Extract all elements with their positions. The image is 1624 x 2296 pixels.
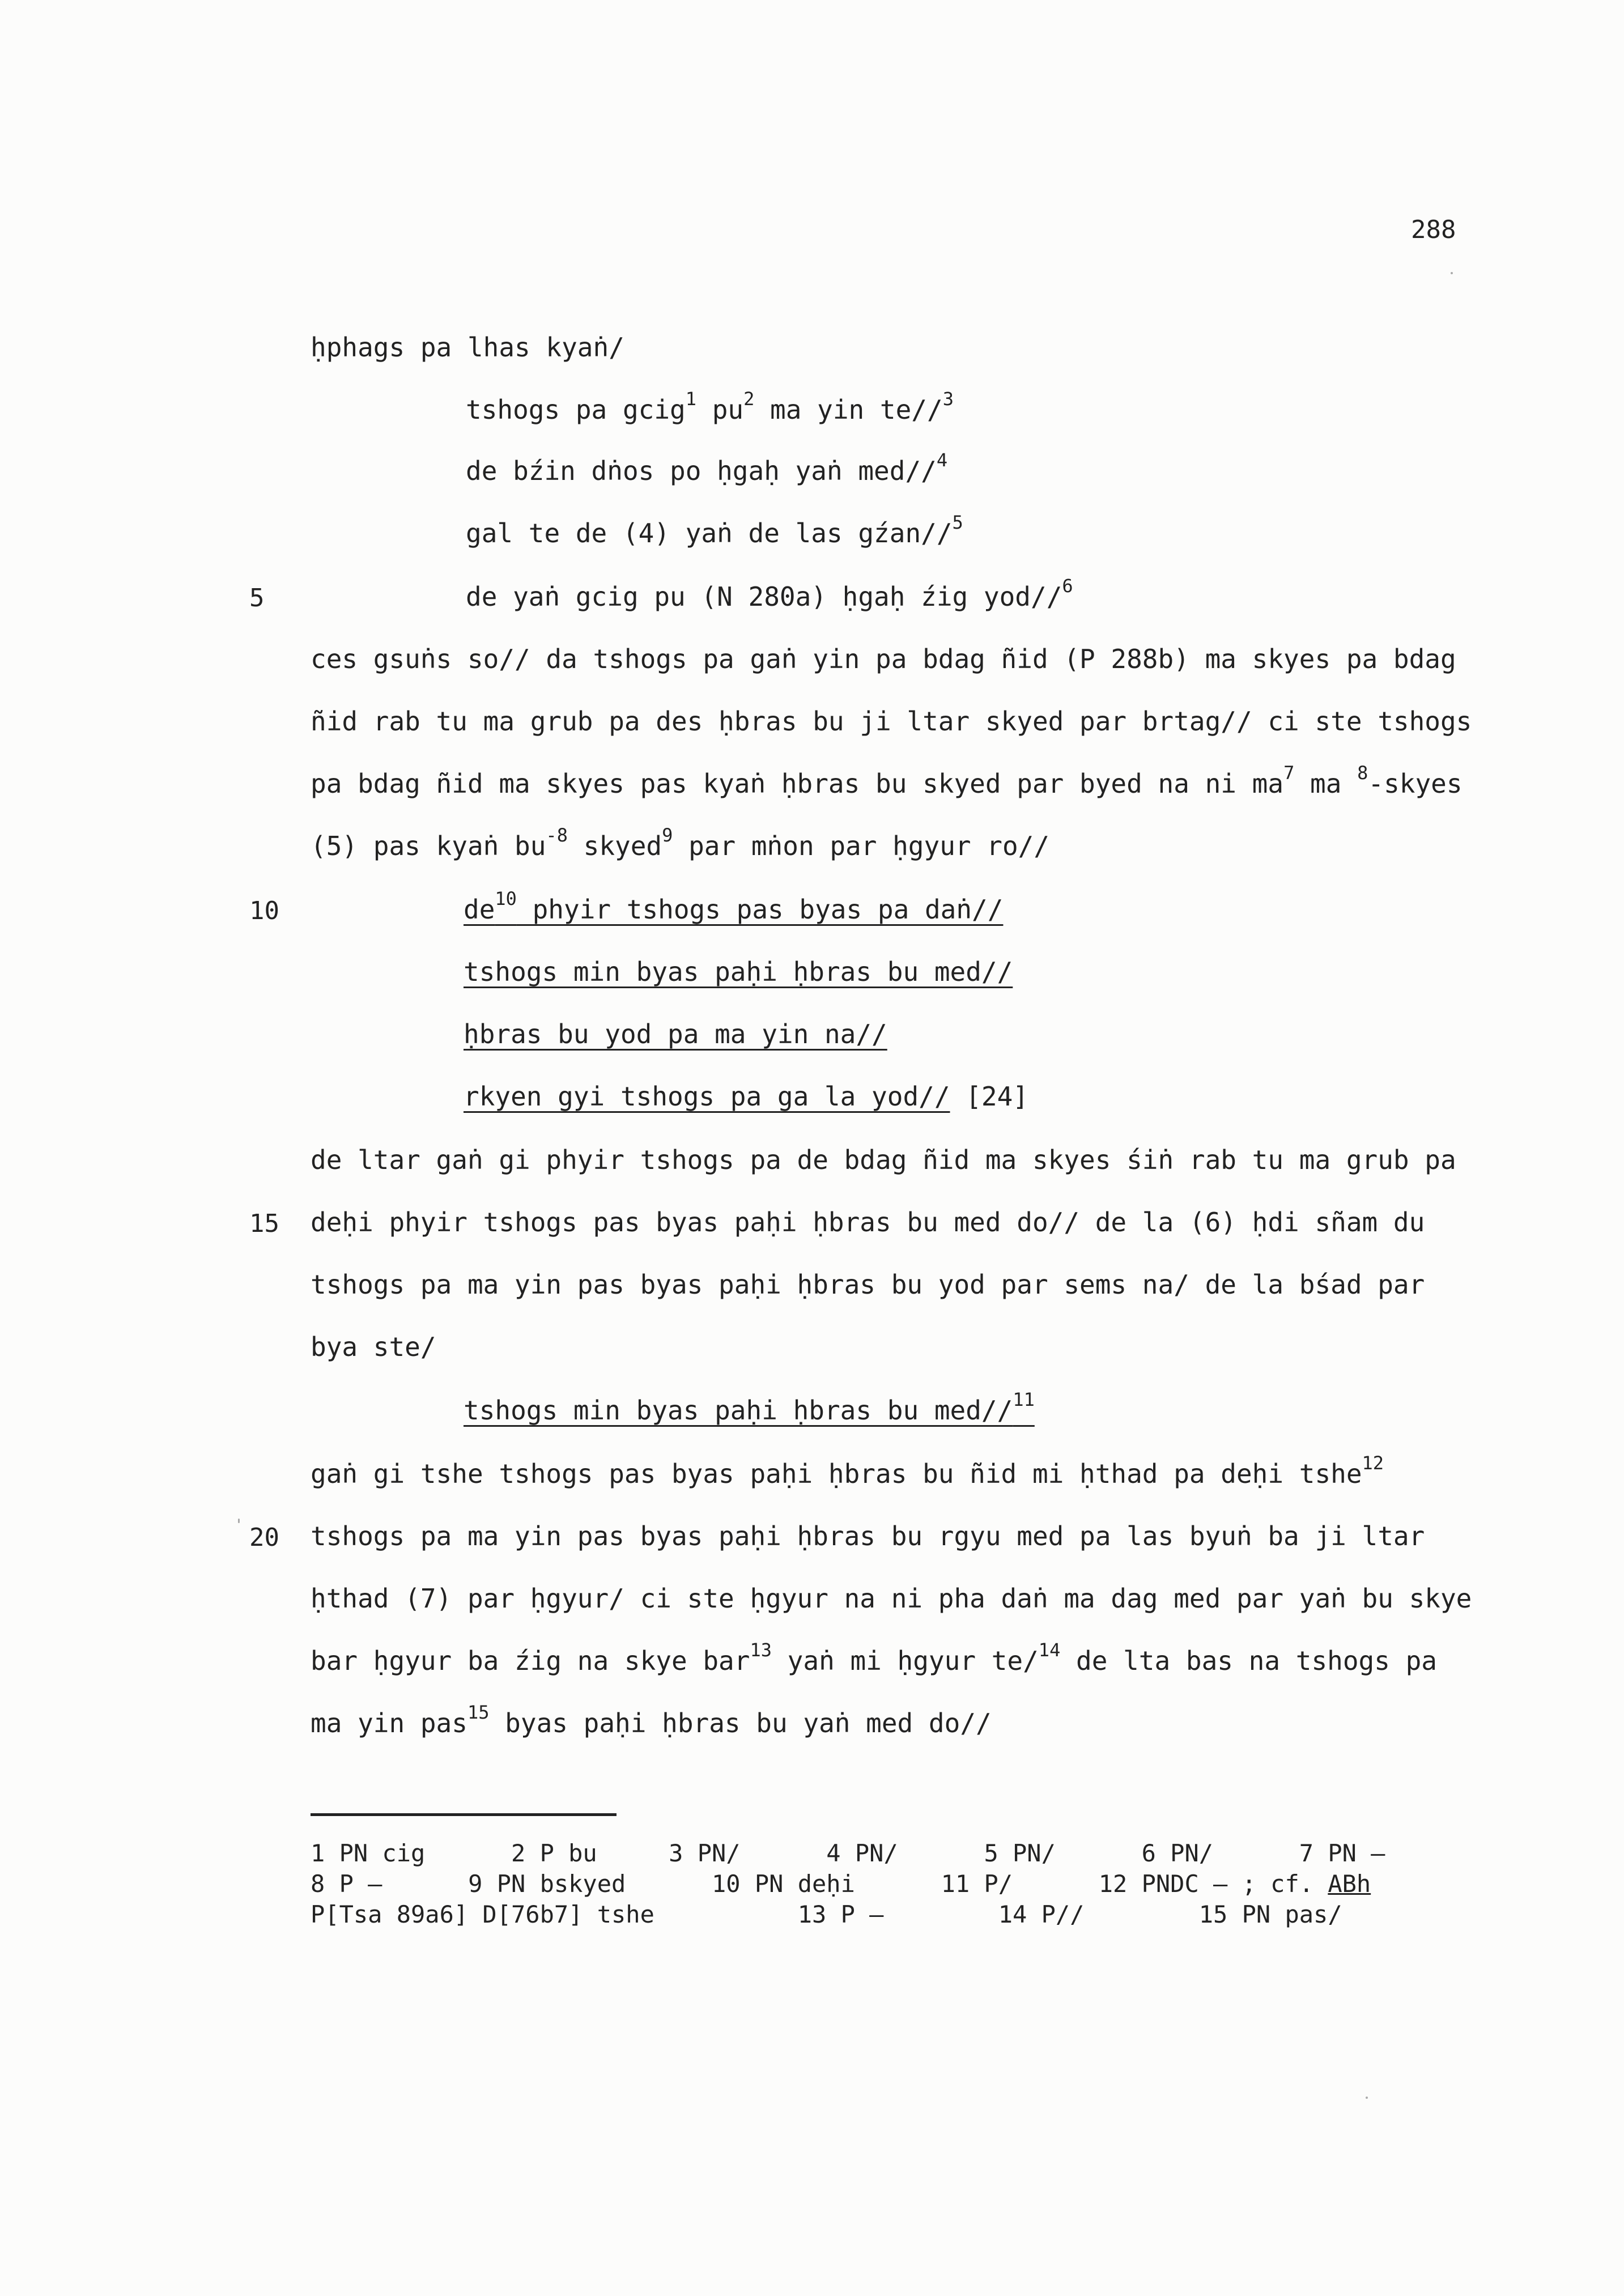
verse-line: gal te de (4) yaṅ de las gźan//$^5$: [466, 512, 963, 549]
prose-line: ces gsuṅs so// da tshogs pa gaṅ yin pa bdag ñid (P 288b) ma skyes pa bdag: [311, 644, 1456, 674]
line-number: 20: [249, 1523, 279, 1552]
footnote-marker: 2: [743, 388, 755, 410]
scan-speck: [1451, 272, 1453, 274]
footnote-line: 1 PN cig 2 P bu 3 PN/ 4 PN/ 5 PN/ 6 PN/ 7 PN —: [311, 1839, 1385, 1867]
verse-line: de bźin dṅos po ḥgaḥ yaṅ med//$^4$: [466, 449, 948, 486]
scan-speck: [1366, 2097, 1368, 2099]
prose-line: bar ḥgyur ba źig na skye bar$^{13}$ yaṅ mi ḥgyur te/$^{14}$ de lta bas na tshogs pa: [311, 1639, 1437, 1676]
verse-reference: [24]: [950, 1081, 1029, 1112]
line-number: 5: [249, 584, 265, 613]
underlined-verse-line: ḥbras bu yod pa ma yin na//: [464, 1019, 887, 1049]
prose-line: tshogs pa ma yin pas byas paḥi ḥbras bu rgyu med pa las byuṅ ba ji ltar: [311, 1521, 1425, 1551]
prose-line: ñid rab tu ma grub pa des ḥbras bu ji ltar skyed par brtag// ci ste tshogs: [311, 706, 1472, 737]
abbreviation: ABh: [1328, 1870, 1371, 1898]
prose-line: ḥthad (7) par ḥgyur/ ci ste ḥgyur na ni pha daṅ ma dag med par yaṅ bu skye: [311, 1583, 1472, 1614]
prose-line: gaṅ gi tshe tshogs pas byas paḥi ḥbras bu ñid mi ḥthad pa deḥi tshe$^{12}$: [311, 1452, 1384, 1489]
footnote-marker: 3: [942, 388, 954, 410]
footnote-marker: 11: [1013, 1389, 1035, 1410]
footnote-marker: 13: [750, 1639, 772, 1661]
underlined-verse-line: tshogs min byas paḥi ḥbras bu med//$^{11}$: [464, 1389, 1035, 1426]
footnote-marker: 4: [936, 449, 948, 471]
footnote-marker: 7: [1283, 762, 1295, 784]
verse-line: ḥphags pa lhas kyaṅ/: [311, 332, 624, 363]
footnote-marker: 8: [1357, 762, 1368, 784]
footnote-marker: 10: [495, 888, 517, 909]
footnote-marker: 9: [662, 824, 673, 846]
prose-line: bya ste/: [311, 1332, 436, 1362]
verse-line: tshogs pa gcig$^1$ $pu^2$ ma yin te//$^3$: [466, 388, 954, 425]
page-number: 288: [1411, 215, 1456, 244]
prose-line: (5) pas kyaṅ $bu^{-8}$ skyed$^9$ par mṅon par ḥgyur ro//: [311, 824, 1050, 861]
footnote-separator: [311, 1813, 617, 1816]
prose-line: pa bdag ñid ma skyes pas kyaṅ ḥbras bu skyed par byed na ni $ma^7$ ma $^8$-skyes: [311, 762, 1463, 799]
prose-line: de ltar gaṅ gi phyir tshogs pa de bdag ñid ma skyes śiṅ rab tu ma grub pa: [311, 1145, 1456, 1175]
scan-speck: [238, 1519, 240, 1523]
footnote-marker: 5: [952, 512, 963, 533]
footnote-marker: -8: [546, 824, 568, 846]
underlined-verse-line: $de^{10}$ phyir tshogs pas byas pa daṅ//: [464, 888, 1004, 925]
underlined-verse-line: rkyen gyi tshogs pa ga la yod// [24]: [464, 1081, 1029, 1112]
prose-line: tshogs pa ma yin pas byas paḥi ḥbras bu yod par sems na/ de la bśad par: [311, 1269, 1425, 1300]
footnote-line: 8 P — 9 PN bskyed 10 PN deḥi 11 P/ 12 PNDC — ; cf. ABh: [311, 1870, 1371, 1898]
footnote-marker: 15: [467, 1702, 490, 1723]
line-number: 10: [249, 896, 279, 925]
verse-line: de yaṅ gcig pu (N 280a) ḥgaḥ źig yod//$^6$: [466, 575, 1073, 612]
prose-line: deḥi phyir tshogs pas byas paḥi ḥbras bu med do// de la (6) ḥdi sñam du: [311, 1207, 1425, 1238]
footnote-marker: 1: [685, 388, 696, 410]
underlined-verse-line: tshogs min byas paḥi ḥbras bu med//: [464, 956, 1013, 987]
line-number: 15: [249, 1209, 279, 1238]
footnote-marker: 14: [1038, 1639, 1061, 1661]
prose-line: ma yin pas$^{15}$ byas paḥi ḥbras bu yaṅ med do//: [311, 1702, 992, 1738]
footnote-line: P[Tsa 89a6] D[76b7] tshe 13 P — 14 P// 15 PN pas/: [311, 1900, 1342, 1928]
footnote-marker: 12: [1362, 1452, 1384, 1474]
footnote-marker: 6: [1062, 575, 1073, 597]
